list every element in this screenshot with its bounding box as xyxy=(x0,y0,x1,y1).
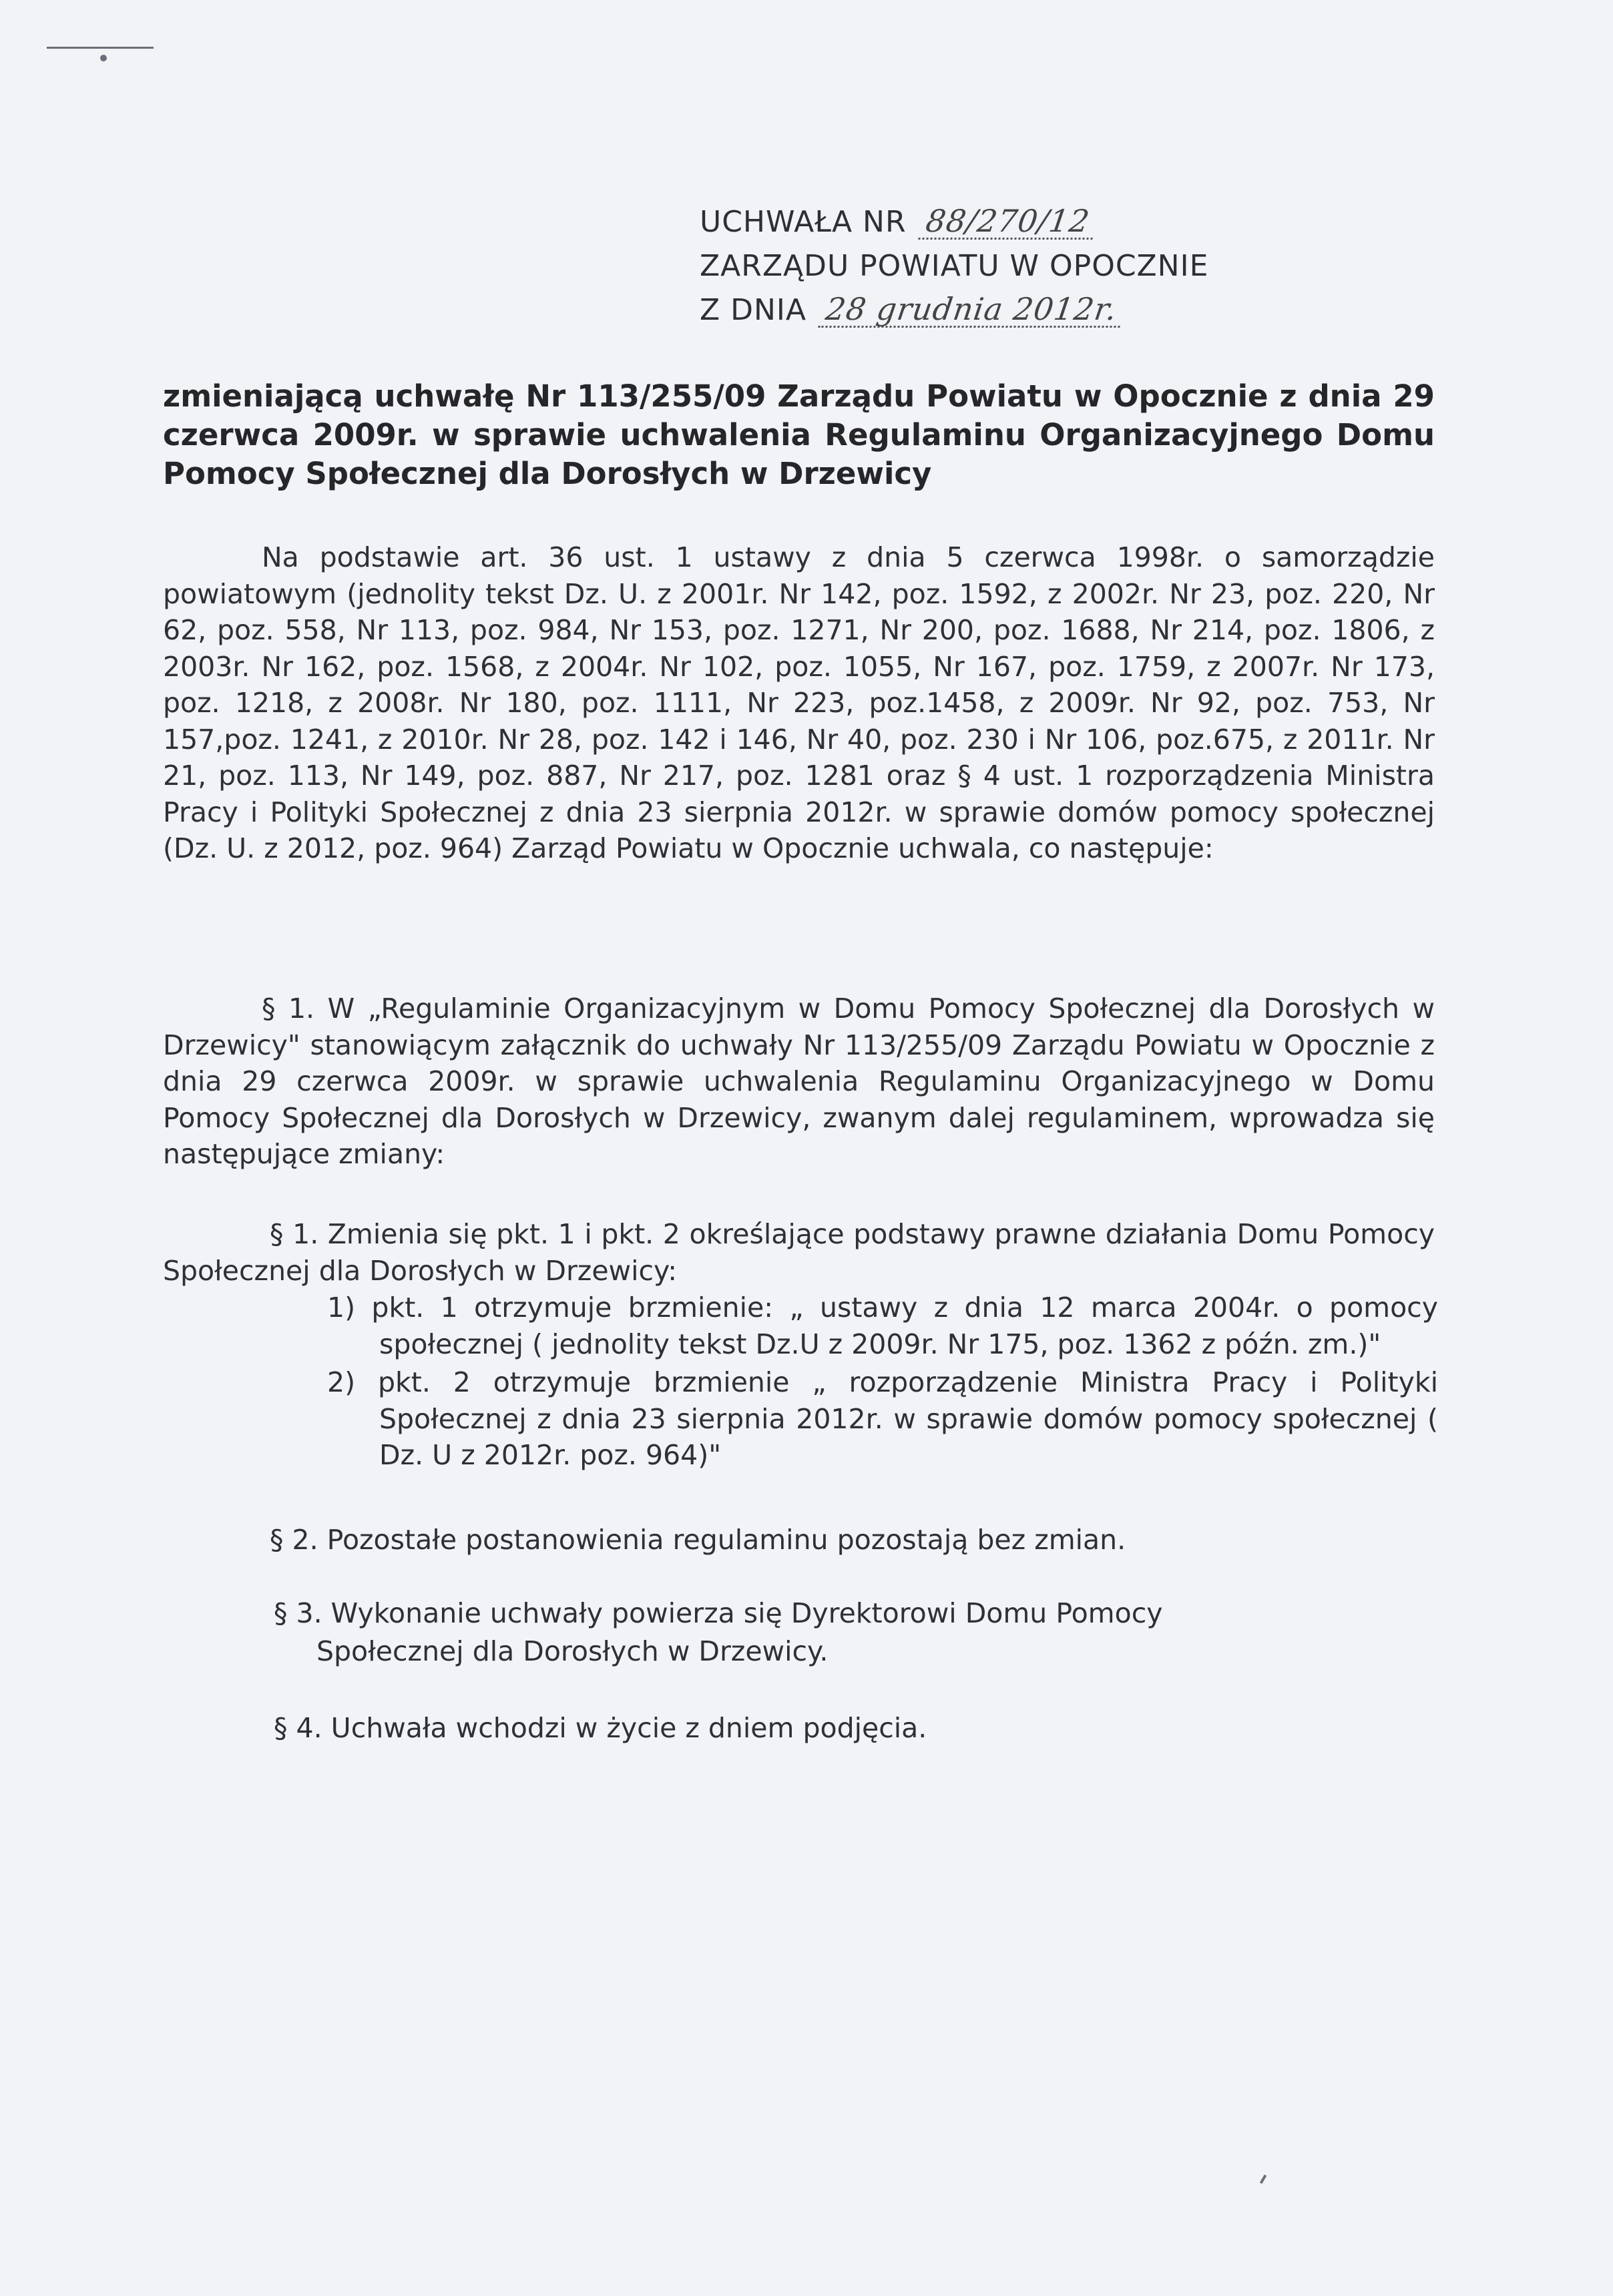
section-3-paragraph-line-1: § 3. Wykonanie uchwały powierza się Dyrektorowi Domu Pomocy xyxy=(274,1597,1163,1629)
list-item-text: pkt. 2 otrzymuje brzmienie „ rozporządzenie Ministra Pracy i Polityki Społecznej z dnia 23 sierpnia 2012r. w sprawie domów pomocy społecznej ( Dz. U z 2012r. poz. 964)" xyxy=(377,1366,1438,1471)
section-3-paragraph-line-2: Społecznej dla Dorosłych w Drzewicy. xyxy=(316,1635,829,1667)
resolution-date-line xyxy=(700,288,1301,332)
scan-artifact-top-left-dot xyxy=(100,55,107,61)
list-item xyxy=(327,1289,1438,1362)
resolution-header xyxy=(700,200,1301,332)
scan-artifact-top-left xyxy=(47,47,154,49)
resolution-prefix: UCHWAŁA NR xyxy=(700,205,907,239)
section-4-paragraph: § 4. Uchwała wchodzi w życie z dniem podjęcia. xyxy=(274,1712,927,1744)
list-item xyxy=(327,1364,1438,1474)
list-item-text: pkt. 1 otrzymuje brzmienie: „ ustawy z dnia 12 marca 2004r. o pomocy społecznej ( jednolity tekst Dz.U z 2009r. Nr 175, poz. 1362 z późn. zm.)" xyxy=(371,1292,1438,1360)
handwritten-date: 28 grudnia 2012r. xyxy=(818,292,1124,328)
section-1-paragraph: § 1. W „Regulaminie Organizacyjnym w Domu Pomocy Społecznej dla Dorosłych w Drzewicy" stanowiącym załącznik do uchwały Nr 113/255/09 Zarządu Powiatu w Opocznie z dnia 29 czerwca 2009r. w sprawie uchwalenia Regulaminu Organizacyjnego w Domu Pomocy Społecznej dla Dorosłych w Drzewicy, zwanym dalej regulaminem, wprowadza się następujące zmiany: xyxy=(163,992,1435,1170)
list-item-1-content xyxy=(327,1289,1438,1362)
board-name-line: ZARZĄDU POWIATU W OPOCZNIE xyxy=(700,249,1209,283)
date-prefix: Z DNIA xyxy=(700,293,806,327)
legal-basis-paragraph: Na podstawie art. 36 ust. 1 ustawy z dnia 5 czerwca 1998r. o samorządzie powiatowym (jednolity tekst Dz. U. z 2001r. Nr 142, poz. 1592, z 2002r. Nr 23, poz. 220, Nr 62, poz. 558, Nr 113, poz. 984, Nr 153, poz. 1271, Nr 200, poz. 1688, Nr 214, poz. 1806, z 2003r. Nr 162, poz. 1568, z 2004r. Nr 102, poz. 1055, Nr 167, poz. 1759, z 2007r. Nr 173, poz. 1218, z 2008r. Nr 180, poz. 1111, Nr 223, poz.1458, z 2009r. Nr 92, poz. 753, Nr 157,poz. 1241, z 2010r. Nr 28, poz. 142 i 146, Nr 40, poz. 230 i Nr 106, poz.675, z 2011r. Nr 21, poz. 113, Nr 149, poz. 887, Nr 217, poz. 1281 oraz § 4 ust. 1 rozporządzenia Ministra Pracy i Polityki Społecznej z dnia 23 sierpnia 2012r. w sprawie domów pomocy społecznej (Dz. U. z 2012, poz. 964) Zarząd Powiatu w Opocznie uchwala, co następuje: xyxy=(163,541,1435,864)
section-2-paragraph: § 2. Pozostałe postanowienia regulaminu pozostają bez zmian. xyxy=(270,1524,1126,1556)
list-item-2-content xyxy=(327,1364,1438,1474)
document-title: zmieniającą uchwałę Nr 113/255/09 Zarządu Powiatu w Opocznie z dnia 29 czerwca 2009r. w sprawie uchwalenia Regulaminu Organizacyjnego Domu Pomocy Społecznej dla Dorosłych w Drzewicy xyxy=(163,378,1435,491)
handwritten-resolution-number: 88/270/12 xyxy=(918,204,1097,240)
list-item-number: 2) xyxy=(327,1366,356,1398)
list-item-number: 1) xyxy=(327,1292,356,1324)
scan-artifact-bottom-right xyxy=(1260,2175,1266,2184)
resolution-number-line xyxy=(700,200,1301,244)
section-1-1-paragraph: § 1. Zmienia się pkt. 1 i pkt. 2 określające podstawy prawne działania Domu Pomocy Społecznej dla Dorosłych w Drzewicy: xyxy=(163,1218,1435,1287)
